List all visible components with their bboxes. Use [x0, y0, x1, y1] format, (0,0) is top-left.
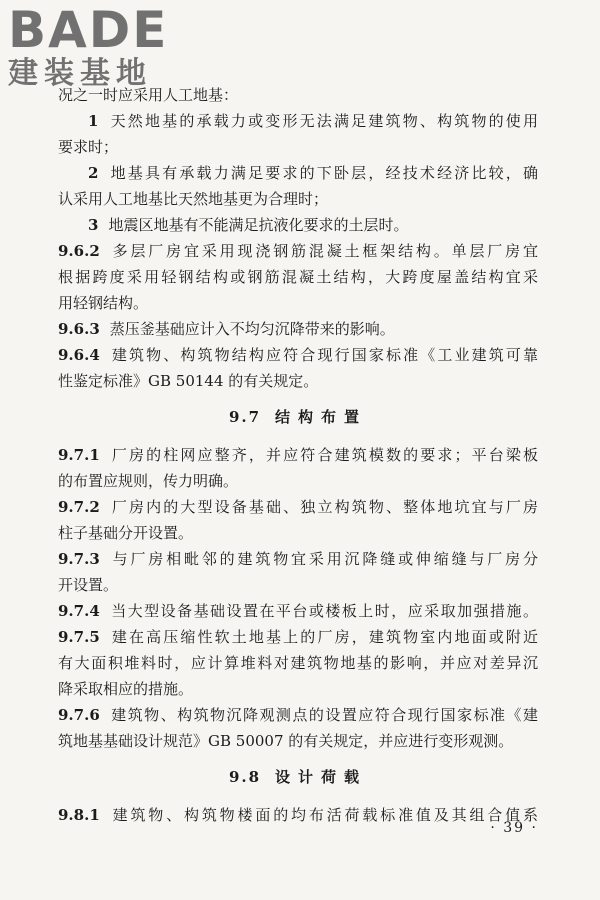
section-heading-9-7: [58, 404, 538, 430]
document-body: [58, 82, 538, 828]
list-item-text: 天然地基的承载力或变形无法满足建筑物、构筑物的使用: [108, 112, 538, 130]
list-item-1-line-2: 要求时；: [58, 138, 119, 156]
clause-text: 建筑物、构筑物结构应符合现行国家标准《工业建筑可靠: [109, 346, 538, 364]
clause-text: 与厂房相毗邻的建筑物宜采用沉降缝或伸缩缝与厂房分: [109, 550, 538, 568]
clause-number: 9.7.3: [58, 550, 100, 568]
list-item-number: 2: [88, 164, 99, 182]
clause-text: 厂房内的大型设备基础、独立构筑物、整体地坑宜与厂房: [109, 498, 538, 516]
clause-963-line-1: [58, 316, 538, 342]
clause-number: 9.7.1: [58, 446, 100, 464]
list-item-text: 地震区地基有不能满足抗液化要求的土层时。: [108, 216, 409, 234]
clause-973-line-2: 开设置。: [58, 576, 119, 594]
clause-973-line-1: [58, 546, 538, 572]
clause-976-line-2: 筑地基基础设计规范》GB 50007 的有关规定，并应进行变形观测。: [58, 732, 514, 750]
clause-975-line-3: 降采取相应的措施。: [58, 680, 194, 698]
clause-971-line-1: [58, 442, 538, 468]
list-item-text: 地基具有承载力满足要求的下卧层，经技术经济比较，确: [108, 164, 538, 182]
list-item-1-line-1: [58, 108, 538, 134]
clause-text: 厂房的柱网应整齐，并应符合建筑模数的要求；平台梁板: [109, 446, 538, 464]
clause-text: 建筑物、构筑物沉降观测点的设置应符合现行国家标准《建: [109, 706, 538, 724]
clause-number: 9.7.5: [58, 628, 100, 646]
clause-text: 建在高压缩性软土地基上的厂房，建筑物室内地面或附近: [109, 628, 538, 646]
clause-976-line-1: [58, 702, 538, 728]
clause-number: 9.7.4: [58, 602, 100, 620]
section-title-text: 结构布置: [275, 408, 368, 426]
section-number: 9.8: [228, 768, 262, 786]
clause-962-line-1: [58, 238, 538, 264]
clause-text: 当大型设备基础设置在平台或楼板上时，应采取加强措施。: [109, 602, 538, 620]
clause-981-line-1: [58, 802, 538, 828]
clause-number: 9.7.2: [58, 498, 100, 516]
section-heading-9-8: [58, 764, 538, 790]
clause-975-line-1: [58, 624, 538, 650]
list-item-3-line-1: [58, 212, 538, 238]
clause-975-line-2: 有大面积堆料时，应计算堆料对建筑物地基的影响，并应对差异沉: [58, 654, 538, 672]
clause-text: 蒸压釜基础应计入不均匀沉降带来的影响。: [109, 320, 395, 338]
lead-line: 况之一时应采用人工地基：: [58, 86, 239, 104]
clause-number: 9.8.1: [58, 806, 100, 824]
clause-text: 多层厂房宜采用现浇钢筋混凝土框架结构。单层厂房宜: [109, 242, 538, 260]
list-item-2-line-1: [58, 160, 538, 186]
clause-number: 9.6.3: [58, 320, 100, 338]
clause-974-line-1: [58, 598, 538, 624]
section-number: 9.7: [228, 408, 262, 426]
clause-964-line-2: 性鉴定标准》GB 50144 的有关规定。: [58, 372, 319, 390]
clause-962-line-2: 根据跨度采用轻钢结构或钢筋混凝土结构，大跨度屋盖结构宜采: [58, 268, 538, 286]
list-item-number: 3: [88, 216, 99, 234]
section-title-text: 设计荷载: [275, 768, 368, 786]
clause-number: 9.6.4: [58, 346, 100, 364]
list-item-2-line-2: 认采用人工地基比天然地基更为合理时；: [58, 190, 329, 208]
clause-964-line-1: [58, 342, 538, 368]
list-item-number: 1: [88, 112, 99, 130]
logo-brand-cn: 建装基地: [8, 56, 152, 91]
logo-brand-en: BADE: [8, 1, 169, 59]
page-number: · 39 ·: [490, 820, 538, 836]
clause-962-line-3: 用轻钢结构。: [58, 294, 149, 312]
clause-972-line-2: 柱子基础分开设置。: [58, 524, 194, 542]
clause-number: 9.7.6: [58, 706, 100, 724]
clause-972-line-1: [58, 494, 538, 520]
clause-text: 建筑物、构筑物楼面的均布活荷载标准值及其组合值系: [109, 806, 538, 824]
clause-971-line-2: 的布置应规则，传力明确。: [58, 472, 239, 490]
clause-number: 9.6.2: [58, 242, 100, 260]
